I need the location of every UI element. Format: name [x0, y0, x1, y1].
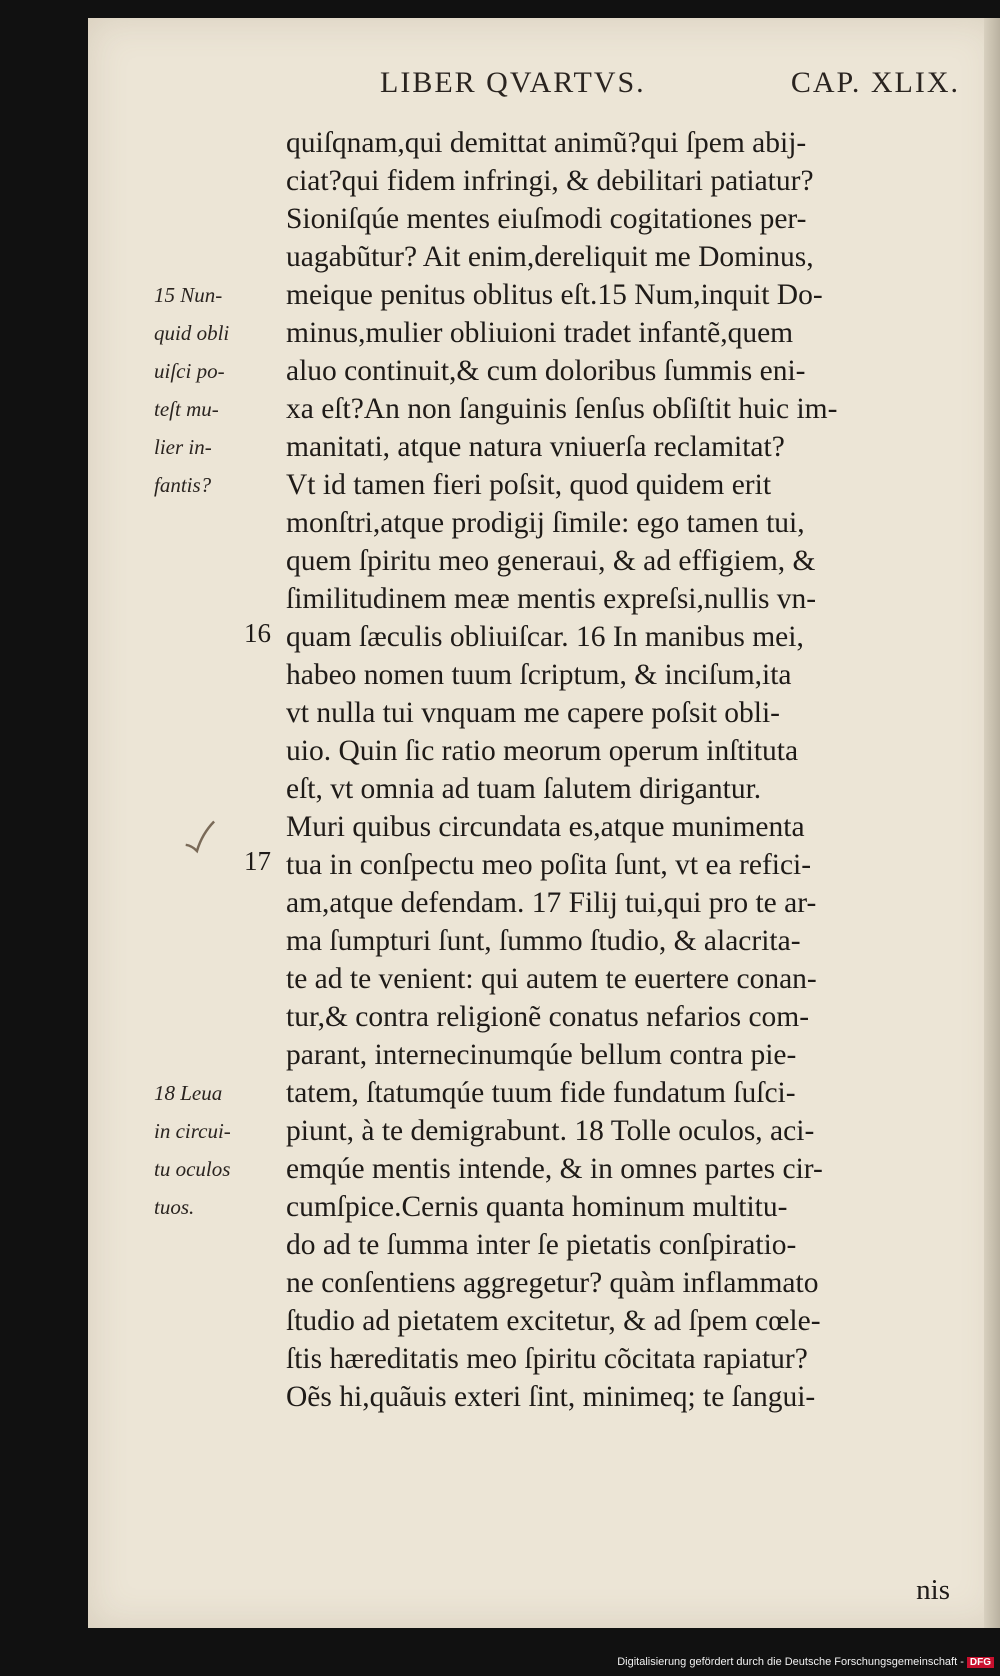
text-line: ne conſentiens aggregetur? quàm inflammato — [286, 1267, 819, 1299]
text-line: ſimilitudinem meæ mentis expreſsi,nullis vn- — [286, 583, 817, 615]
main-text-block — [286, 124, 976, 1416]
text-line: parant, internecinumqúe bellum contra pie- — [286, 1039, 797, 1071]
text-line: quem ſpiritu meo generaui, & ad effigiem, & — [286, 545, 816, 577]
text-line: monſtri,atque prodigij ſimile: ego tamen tui, — [286, 507, 805, 539]
running-head — [88, 66, 1000, 106]
text-line: am,atque defendam. 17 Filij tui,qui pro te ar- — [286, 887, 817, 919]
text-line: ſtis hæreditatis meo ſpiritu cõcitata rapiatur? — [286, 1343, 808, 1375]
text-line: Oẽs hi,quãuis exteri ſint, minimeq; te ſangui- — [286, 1381, 816, 1413]
running-head-chapter: CAP. XLIX. — [790, 66, 960, 99]
gloss-line: tuos. — [154, 1195, 195, 1219]
gloss-line: in circui- — [154, 1119, 231, 1143]
text-line: aluo continuit,& cum doloribus ſummis eni- — [286, 355, 806, 387]
text-line: Muri quibus circundata es,atque munimenta — [286, 811, 805, 843]
text-line: vt nulla tui vnquam me capere poſsit obli- — [286, 697, 781, 729]
text-line: tua in conſpectu meo poſita ſunt, vt ea refici- — [286, 849, 812, 881]
dfg-logo: DFG — [967, 1657, 994, 1668]
text-line: uio. Quin ſic ratio meorum operum inſtituta — [286, 735, 799, 767]
running-head-title: LIBER QVARTVS. — [380, 66, 646, 99]
text-line: emqúe mentis intende, & in omnes partes cir- — [286, 1153, 823, 1185]
checkmark-icon — [178, 817, 224, 863]
credit-text: Digitalisierung gefördert durch die Deutsche Forschungsgemeinschaft - — [617, 1656, 964, 1668]
marginal-gloss-18 — [154, 1074, 284, 1226]
text-line: tatem, ſtatumqúe tuum fide fundatum ſuſci- — [286, 1077, 796, 1109]
gloss-line: teſt mu- — [154, 397, 219, 421]
digitization-credit — [617, 1656, 994, 1668]
text-line: quam ſæculis obliuiſcar. 16 In manibus mei, — [286, 621, 804, 653]
text-line: ciat?qui fidem infringi, & debilitari patiatur? — [286, 165, 814, 197]
text-line: xa eſt?An non ſanguinis ſenſus obſiſtit huic im- — [286, 393, 838, 425]
text-line: tur,& contra religionẽ conatus nefarios com- — [286, 1001, 810, 1033]
text-line: Sioniſqúe mentes eiuſmodi cogitationes per- — [286, 203, 807, 235]
handwritten-margin-mark — [178, 817, 226, 873]
text-line: te ad te venient: qui autem te euertere conan- — [286, 963, 817, 995]
text-line: cumſpice.Cernis quanta hominum multitu- — [286, 1191, 788, 1223]
gloss-line: 18 Leua — [154, 1081, 223, 1105]
text-line: minus,mulier obliuioni tradet infantẽ,quem — [286, 317, 794, 349]
text-line: Vt id tamen fieri poſsit, quod quidem erit — [286, 469, 772, 501]
text-line: meique penitus oblitus eſt.15 Num,inquit Do- — [286, 279, 823, 311]
text-line: ſtudio ad pietatem excitetur, & ad ſpem cœle- — [286, 1305, 821, 1337]
verse-number-17: 17 — [244, 846, 271, 876]
gloss-line: lier in- — [154, 435, 212, 459]
text-line: piunt, à te demigrabunt. 18 Tolle oculos, aci- — [286, 1115, 815, 1147]
page-edge — [984, 18, 1000, 1628]
gloss-line: quid obli — [154, 321, 230, 345]
catchword: nis — [916, 1574, 950, 1606]
gloss-line: 15 Nun- — [154, 283, 223, 307]
gloss-line: tu oculos — [154, 1157, 231, 1181]
book-page — [88, 18, 1000, 1628]
gloss-line: fantis? — [154, 473, 212, 497]
gloss-line: uiſci po- — [154, 359, 225, 383]
text-line: habeo nomen tuum ſcriptum, & inciſum,ita — [286, 659, 792, 691]
marginal-gloss-15 — [154, 276, 284, 504]
text-line: quiſqnam,qui demittat animũ?qui ſpem abij- — [286, 127, 807, 159]
text-line: do ad te ſumma inter ſe pietatis conſpiratio- — [286, 1229, 797, 1261]
verse-number-16: 16 — [244, 618, 271, 648]
text-line: uagabũtur? Ait enim,dereliquit me Dominus, — [286, 241, 814, 273]
text-line: eſt, vt omnia ad tuam ſalutem dirigantur. — [286, 773, 762, 805]
text-line: manitati, atque natura vniuerſa reclamitat? — [286, 431, 785, 463]
text-line: ma ſumpturi ſunt, ſummo ſtudio, & alacrita- — [286, 925, 801, 957]
